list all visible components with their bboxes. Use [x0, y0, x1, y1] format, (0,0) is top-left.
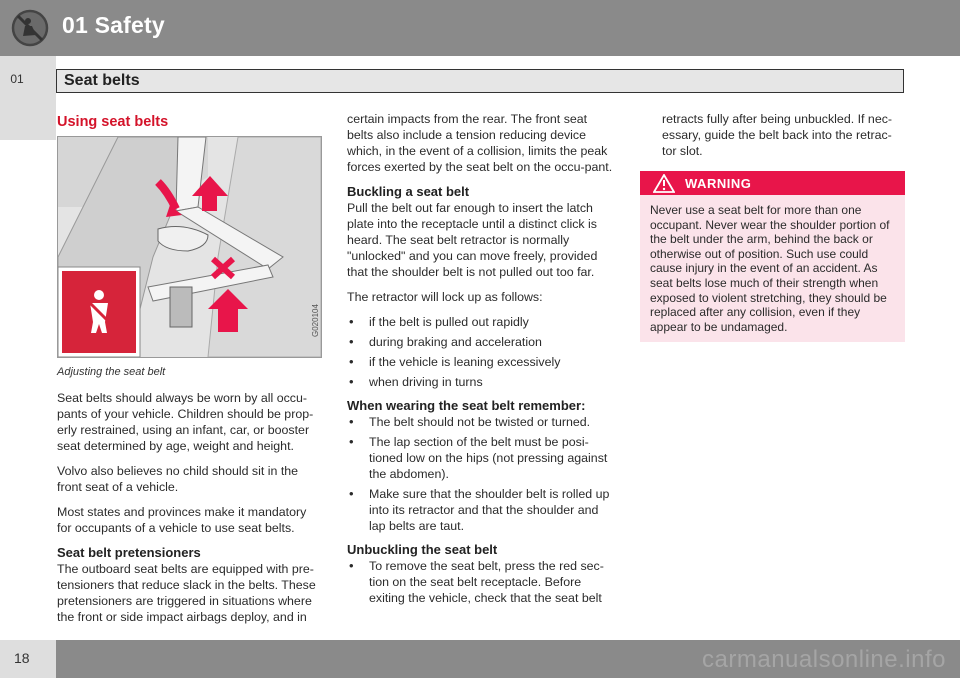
using-seat-belts-heading: Using seat belts: [57, 114, 169, 130]
figure-code: G020104: [311, 304, 320, 337]
watermark: carmanualsonline.info: [702, 646, 946, 673]
paragraph: Volvo also believes no child should sit in the front seat of a vehicle.: [57, 464, 299, 494]
figure-caption: Adjusting the seat belt: [57, 366, 166, 378]
buckling-heading: Buckling a seat belt: [347, 184, 470, 199]
paragraph: Seat belts should always be worn by all occu-pants of your vehicle. Children should be prop-erly restrained, using an infant, car, or booster seat determined by age, weight and height.: [57, 391, 314, 453]
column-3: [640, 111, 905, 342]
warning-triangle-icon: [653, 174, 675, 193]
paragraph: The retractor will lock up as follows:: [347, 290, 543, 304]
warning-title: WARNING: [685, 176, 752, 191]
section-title: Seat belts: [64, 72, 140, 89]
chapter-number: 01: [10, 72, 24, 86]
paragraph: Most states and provinces make it mandatory for occupants of a vehicle to use seat belts.: [57, 505, 307, 535]
paragraph: retracts fully after being unbuckled. If nec-essary, guide the belt back into the retrac-tor slot.: [662, 112, 893, 158]
list-item: • The belt should not be twisted or turned.: [347, 414, 615, 430]
column-2: [347, 111, 615, 614]
warning-header: [640, 171, 905, 195]
warning-box: [640, 171, 905, 342]
lock-conditions-list: [347, 314, 615, 390]
list-item: • Make sure that the shoulder belt is rolled up into its retractor and that the shoulder and lap belts are taut.: [347, 486, 615, 534]
remember-heading: When wearing the seat belt remember:: [347, 398, 586, 413]
page-number: 18: [14, 650, 30, 666]
seat-belt-illustration: [57, 136, 322, 358]
paragraph: Pull the belt out far enough to insert the latch plate into the receptacle until a distinct click is heard. The seat belt retractor is normally "unlocked" and you can move freely, provided that the shoulder belt is not pulled out too far.: [347, 201, 598, 279]
list-item: • if the belt is pulled out rapidly: [347, 314, 615, 330]
list-item: • To remove the seat belt, press the red sec-tion on the seat belt receptacle. Before exiting the vehicle, check that the seat belt: [347, 558, 615, 606]
chapter-tab: [0, 56, 56, 140]
list-item: • during braking and acceleration: [347, 334, 615, 350]
paragraph: certain impacts from the rear. The front seat belts also include a tension reducing device which, in the event of a collision, limits the peak forces exerted by the seat belt on the occu-pant.: [347, 112, 613, 174]
unbuckling-list: [347, 558, 615, 606]
warning-text: Never use a seat belt for more than one occupant. Never wear the shoulder portion of the belt under the arm, behind the back or otherwise out of position. Such use could cause injury in the event of an accident. As seat belts lose much of their strength when exposed to violent stretching, they should be replaced after any collision, even if they appear to be undamaged.: [650, 203, 890, 334]
list-item: • when driving in turns: [347, 374, 615, 390]
seat-belt-drawing: [58, 137, 321, 357]
pretensioners-heading: Seat belt pretensioners: [57, 545, 201, 560]
no-seatbelt-airbag-icon: [10, 8, 50, 48]
chapter-header: [0, 0, 960, 56]
column-1: [57, 114, 322, 634]
paragraph: The outboard seat belts are equipped with pre-tensioners that reduce slack in the belts. These pretensioners are triggered in situations where the front or side impact airbags deploy, and in: [57, 562, 316, 624]
remember-list: [347, 414, 615, 534]
unbuckling-heading: Unbuckling the seat belt: [347, 542, 498, 557]
section-bar: [56, 69, 904, 93]
list-item: • if the vehicle is leaning excessively: [347, 354, 615, 370]
chapter-title: 01 Safety: [62, 12, 165, 38]
list-item: • The lap section of the belt must be posi-tioned low on the hips (not pressing against the abdomen).: [347, 434, 615, 482]
